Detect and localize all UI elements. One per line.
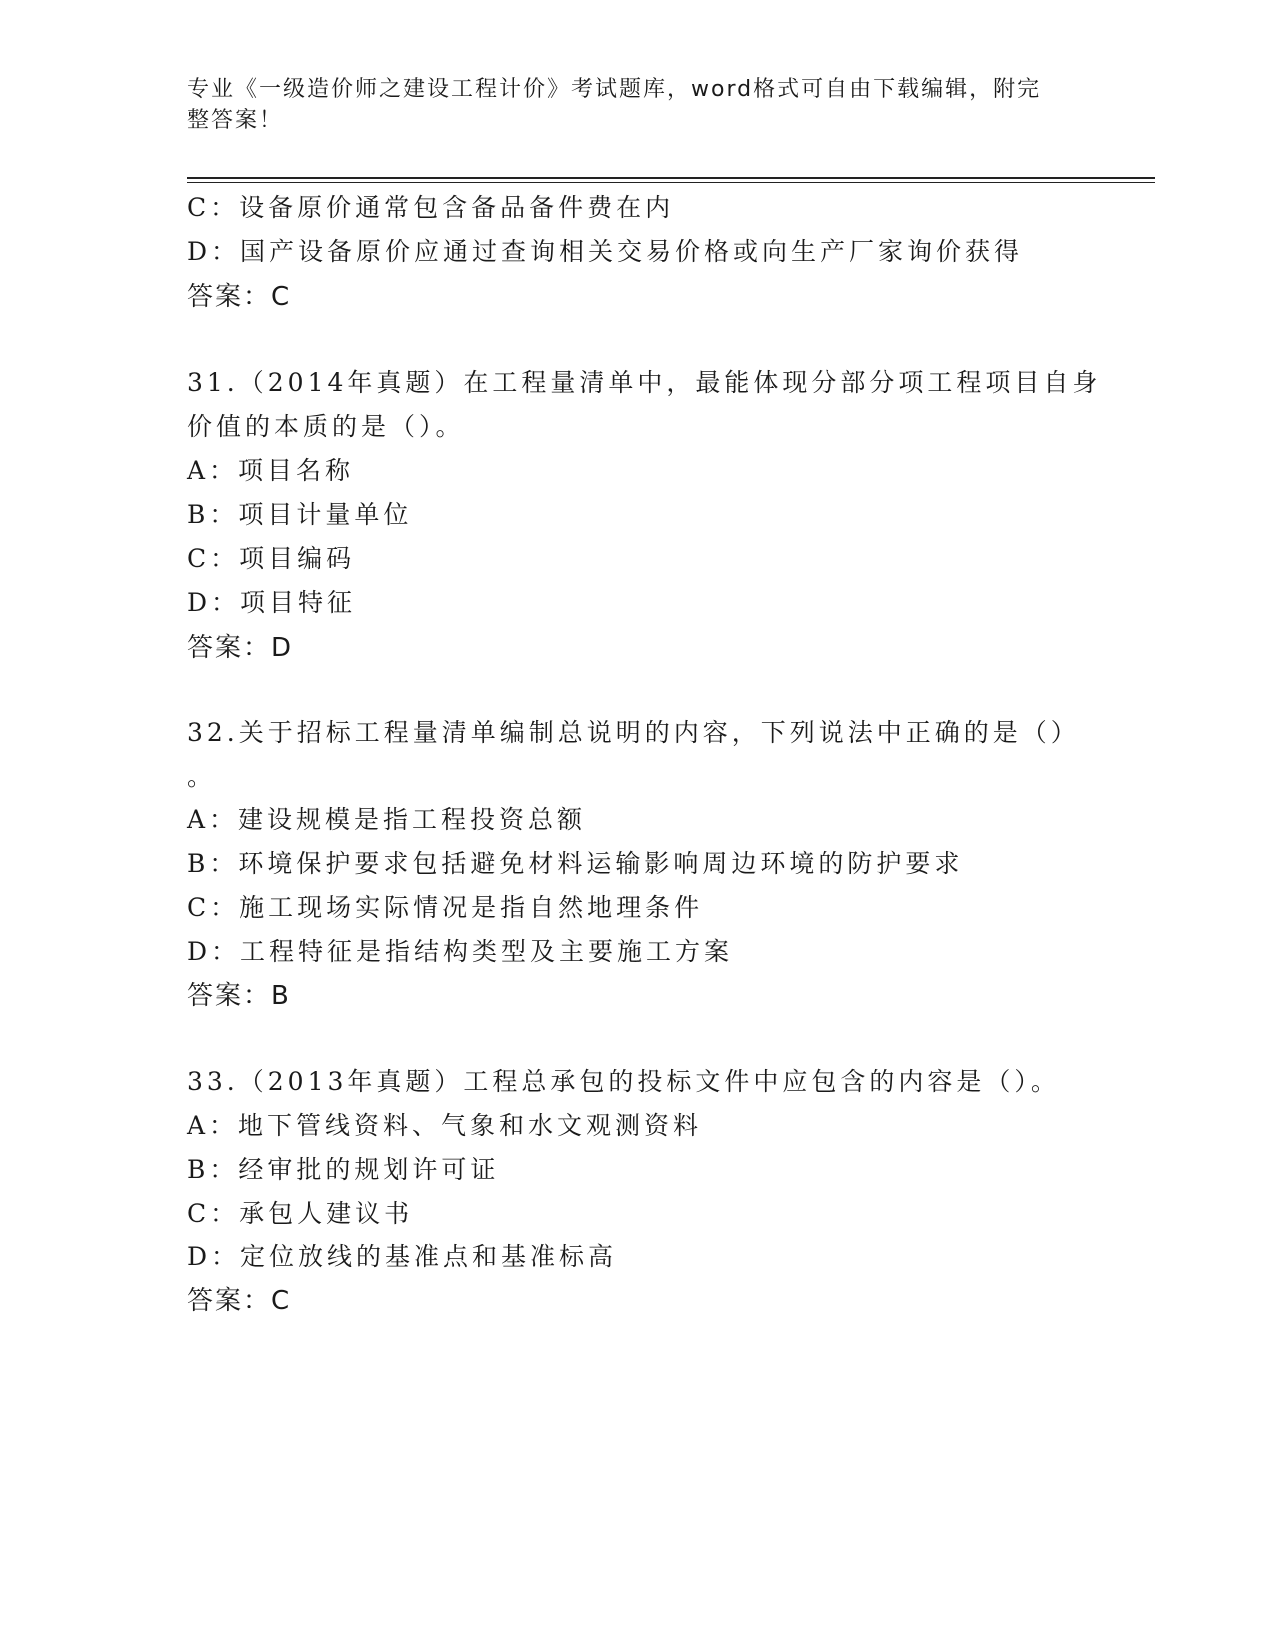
question-stem: 33.（2013年真题）工程总承包的投标文件中应包含的内容是（）。 [187, 1067, 1060, 1096]
option-d: D：项目特征 [187, 588, 357, 617]
option-b: B：项目计量单位 [187, 500, 413, 529]
option-d: D：定位放线的基准点和基准标高 [187, 1242, 618, 1271]
option-a: A：地下管线资料、气象和水文观测资料 [187, 1111, 703, 1140]
option-d: D：工程特征是指结构类型及主要施工方案 [187, 937, 734, 966]
question-stem: 32.关于招标工程量清单编制总说明的内容，下列说法中正确的是（） [187, 718, 1080, 747]
question-stem: 价值的本质的是（）。 [187, 412, 465, 441]
option-a: A：建设规模是指工程投资总额 [187, 805, 587, 834]
header-divider-thin [187, 182, 1155, 183]
header-note-line: 整答案！ [187, 108, 284, 133]
question-stem: 。 [187, 762, 217, 791]
option-c: C：承包人建议书 [187, 1199, 414, 1228]
header-divider [187, 177, 1155, 179]
header-note-line: 专业《一级造价师之建设工程计价》考试题库，word格式可自由下载编辑，附完 [187, 77, 1042, 102]
answer: 答案：D [187, 633, 294, 663]
answer: 答案：C [187, 1286, 292, 1316]
question-stem: 31.（2014年真题）在工程量清单中，最能体现分部分项工程项目自身 [187, 368, 1102, 397]
answer: 答案：C [187, 282, 292, 312]
option-b: B：经审批的规划许可证 [187, 1155, 500, 1184]
option-c: C：设备原价通常包含备品备件费在内 [187, 193, 675, 222]
answer: 答案：B [187, 981, 291, 1011]
option-b: B：环境保护要求包括避免材料运输影响周边环境的防护要求 [187, 849, 964, 878]
header-note [187, 74, 1067, 136]
option-c: C：项目编码 [187, 544, 356, 573]
option-d: D：国产设备原价应通过查询相关交易价格或向生产厂家询价获得 [187, 237, 1024, 266]
option-a: A：项目名称 [187, 456, 355, 485]
option-c: C：施工现场实际情况是指自然地理条件 [187, 893, 704, 922]
